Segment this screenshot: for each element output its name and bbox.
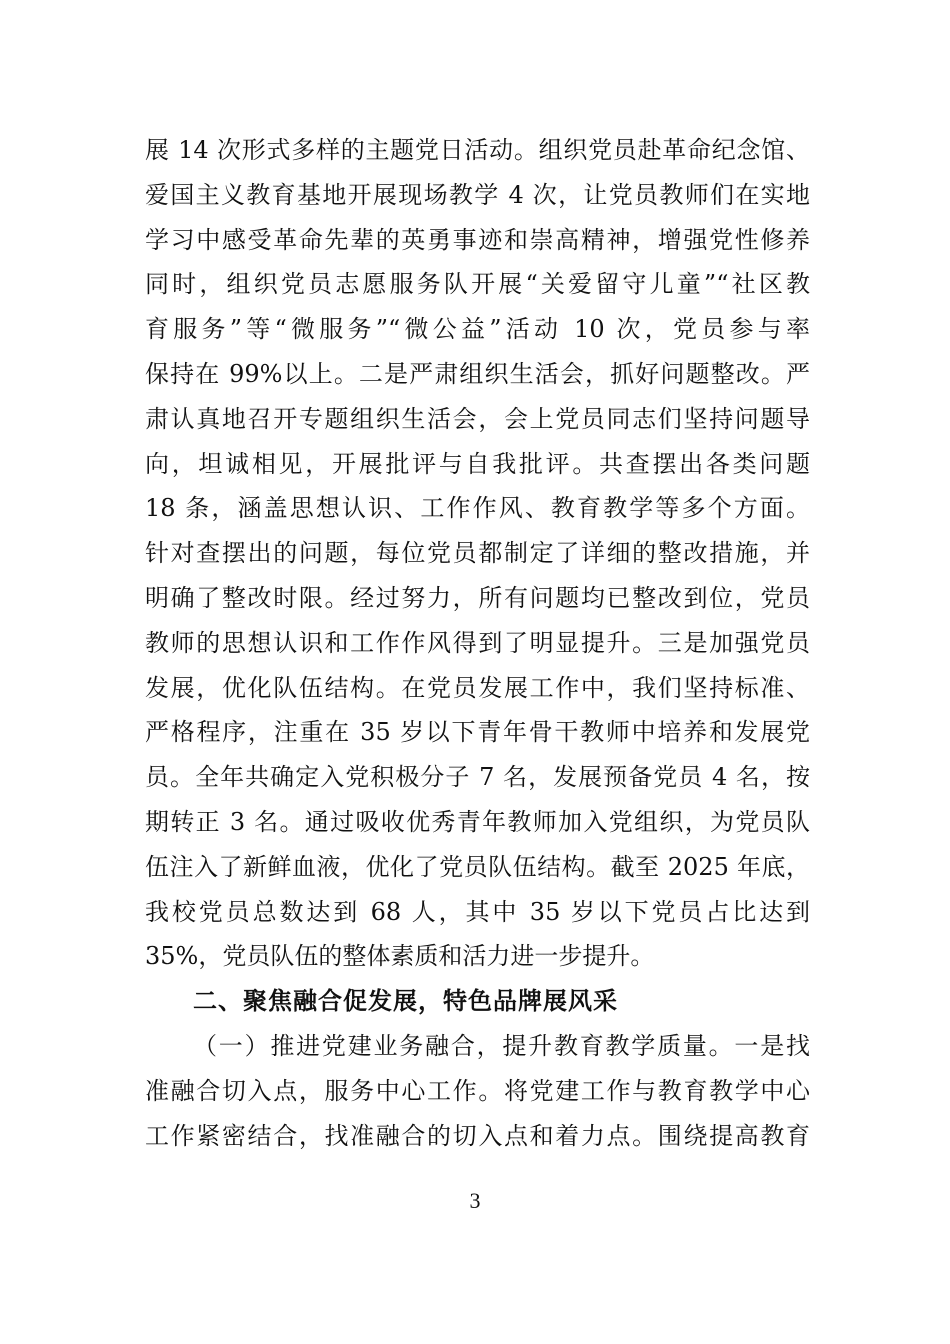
paragraph-line-18: 我校党员总数达到 68 人，其中 35 岁以下党员占比达到	[145, 897, 810, 926]
paragraph-line-14: 严格程序，注重在 35 岁以下青年骨干教师中培养和发展党	[145, 718, 810, 747]
paragraph-line-10: 针对查摆出的问题，每位党员都制定了详细的整改措施，并	[145, 539, 810, 568]
paragraph-line-8: 向，坦诚相见，开展批评与自我批评。共查摆出各类问题	[145, 449, 810, 478]
paragraph-line-19: 35%，党员队伍的整体素质和活力进一步提升。	[145, 942, 655, 971]
paragraph-line-13: 发展，优化队伍结构。在党员发展工作中，我们坚持标准、	[145, 673, 810, 702]
subsection-line-3: 工作紧密结合，找准融合的切入点和着力点。围绕提高教育	[145, 1121, 810, 1150]
paragraph-line-9: 18 条，涵盖思想认识、工作作风、教育教学等多个方面。	[145, 494, 810, 523]
paragraph-line-12: 教师的思想认识和工作作风得到了明显提升。三是加强党员	[145, 628, 810, 657]
paragraph-line-7: 肃认真地召开专题组织生活会，会上党员同志们坚持问题导	[145, 404, 810, 433]
paragraph-line-17: 伍注入了新鲜血液，优化了党员队伍结构。截至 2025 年底，	[145, 852, 810, 881]
paragraph-line-6: 保持在 99%以上。二是严肃组织生活会，抓好问题整改。严	[145, 359, 810, 388]
paragraph-line-3: 学习中感受革命先辈的英勇事迹和崇高精神，增强党性修养	[145, 225, 810, 254]
body-text	[145, 128, 810, 1158]
paragraph-line-2: 爱国主义教育基地开展现场教学 4 次，让党员教师们在实地	[145, 180, 810, 209]
section-heading: 二、聚焦融合促发展，特色品牌展风采	[193, 987, 618, 1016]
paragraph-line-5: 育服务”等“微服务”“微公益”活动 10 次，党员参与率	[145, 315, 810, 344]
subsection-line-1: （一）推进党建业务融合，提升教育教学质量。一是找	[193, 1031, 810, 1060]
paragraph-line-4: 同时，组织党员志愿服务队开展“关爱留守儿童”“社区教	[145, 270, 810, 299]
paragraph-line-1: 展 14 次形式多样的主题党日活动。组织党员赴革命纪念馆、	[145, 136, 810, 164]
page-number: 3	[469, 1188, 481, 1213]
paragraph-line-11: 明确了整改时限。经过努力，所有问题均已整改到位，党员	[145, 583, 810, 612]
paragraph-line-16: 期转正 3 名。通过吸收优秀青年教师加入党组织，为党员队	[145, 807, 810, 836]
paragraph-line-15: 员。全年共确定入党积极分子 7 名，发展预备党员 4 名，按	[145, 763, 810, 792]
subsection-line-2: 准融合切入点，服务中心工作。将党建工作与教育教学中心	[145, 1076, 810, 1105]
